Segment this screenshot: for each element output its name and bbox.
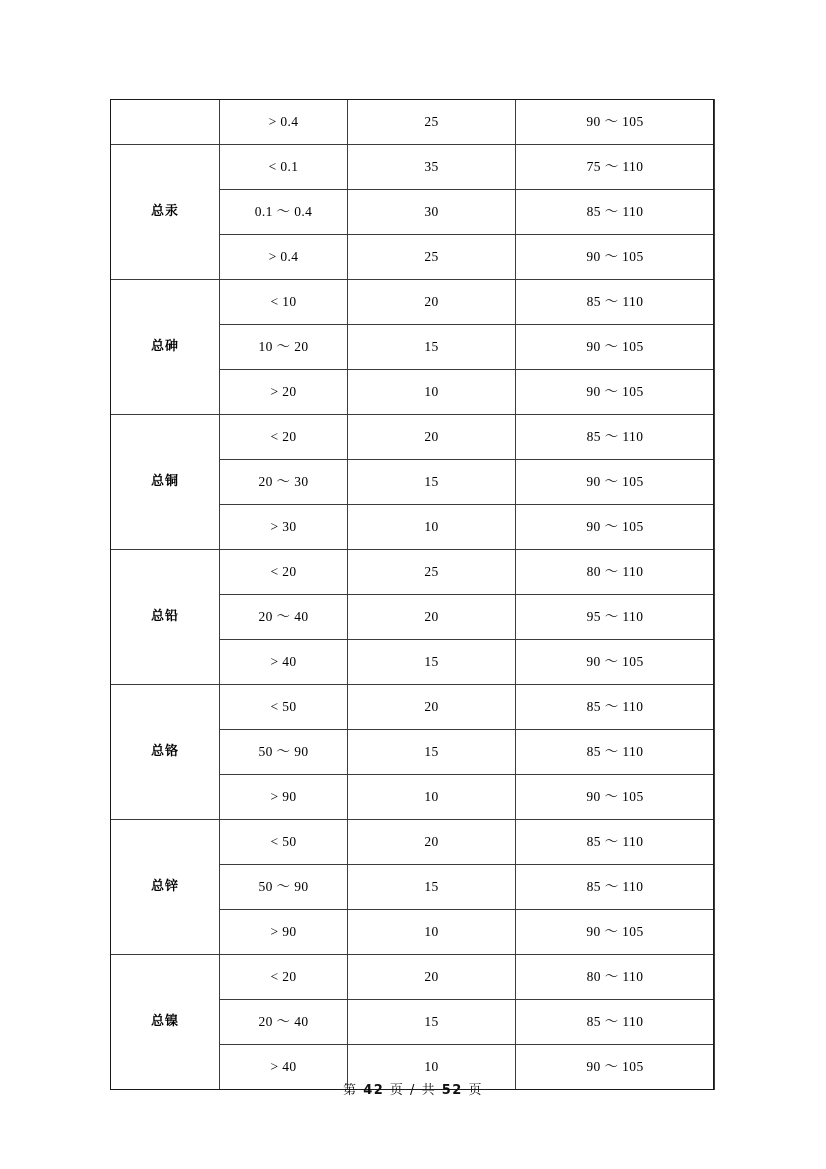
- concentration-range-cell: > 0.4: [220, 235, 348, 280]
- recovery-percent-cell: 85 ～ 110: [516, 820, 715, 865]
- table-body: [111, 100, 715, 1090]
- table-row: [111, 955, 715, 1000]
- rsd-percent-cell: 15: [348, 640, 516, 685]
- recovery-percent-cell: 85 ～ 110: [516, 280, 715, 325]
- standards-table: [110, 99, 715, 1090]
- concentration-range-cell: < 20: [220, 955, 348, 1000]
- table-row: [111, 685, 715, 730]
- table-row: [111, 550, 715, 595]
- footer-current-page: 42: [363, 1083, 385, 1098]
- table-row: [111, 415, 715, 460]
- recovery-percent-cell: 90 ～ 105: [516, 235, 715, 280]
- rsd-percent-cell: 35: [348, 145, 516, 190]
- rsd-percent-cell: 20: [348, 955, 516, 1000]
- recovery-percent-cell: 85 ～ 110: [516, 190, 715, 235]
- recovery-percent-cell: 85 ～ 110: [516, 685, 715, 730]
- rsd-percent-cell: 25: [348, 100, 516, 145]
- table-row: [111, 280, 715, 325]
- analyte-name-cell: 总汞: [111, 145, 220, 280]
- rsd-percent-cell: 10: [348, 1045, 516, 1090]
- analyte-name-cell: 总砷: [111, 280, 220, 415]
- analyte-name-cell: 总铬: [111, 685, 220, 820]
- recovery-percent-cell: 95 ～ 110: [516, 595, 715, 640]
- rsd-percent-cell: 20: [348, 685, 516, 730]
- footer-total-pages: 52: [441, 1083, 463, 1098]
- table-row: [111, 145, 715, 190]
- page-footer: [0, 1079, 826, 1098]
- concentration-range-cell: 20 ～ 30: [220, 460, 348, 505]
- concentration-range-cell: 20 ～ 40: [220, 595, 348, 640]
- recovery-percent-cell: 90 ～ 105: [516, 505, 715, 550]
- recovery-percent-cell: 90 ～ 105: [516, 775, 715, 820]
- concentration-range-cell: 0.1 ～ 0.4: [220, 190, 348, 235]
- concentration-range-cell: > 40: [220, 640, 348, 685]
- rsd-percent-cell: 15: [348, 460, 516, 505]
- concentration-range-cell: < 50: [220, 820, 348, 865]
- concentration-range-cell: 20 ～ 40: [220, 1000, 348, 1045]
- rsd-percent-cell: 20: [348, 280, 516, 325]
- rsd-percent-cell: 15: [348, 865, 516, 910]
- rsd-percent-cell: 10: [348, 370, 516, 415]
- rsd-percent-cell: 15: [348, 730, 516, 775]
- rsd-percent-cell: 20: [348, 595, 516, 640]
- analyte-name-cell: 总铜: [111, 415, 220, 550]
- rsd-percent-cell: 10: [348, 505, 516, 550]
- footer-prefix: 第: [343, 1083, 358, 1098]
- rsd-percent-cell: 10: [348, 910, 516, 955]
- analyte-name-cell: 总铅: [111, 550, 220, 685]
- concentration-range-cell: < 20: [220, 550, 348, 595]
- rsd-percent-cell: 30: [348, 190, 516, 235]
- recovery-percent-cell: 90 ～ 105: [516, 460, 715, 505]
- rsd-percent-cell: 25: [348, 550, 516, 595]
- concentration-range-cell: < 20: [220, 415, 348, 460]
- concentration-range-cell: > 0.4: [220, 100, 348, 145]
- recovery-percent-cell: 90 ～ 105: [516, 370, 715, 415]
- concentration-range-cell: < 10: [220, 280, 348, 325]
- footer-suffix: 页: [468, 1083, 483, 1098]
- rsd-percent-cell: 10: [348, 775, 516, 820]
- rsd-percent-cell: 25: [348, 235, 516, 280]
- concentration-range-cell: > 20: [220, 370, 348, 415]
- rsd-percent-cell: 15: [348, 325, 516, 370]
- rsd-percent-cell: 20: [348, 820, 516, 865]
- table-row: [111, 820, 715, 865]
- recovery-percent-cell: 90 ～ 105: [516, 640, 715, 685]
- concentration-range-cell: 50 ～ 90: [220, 730, 348, 775]
- concentration-range-cell: < 0.1: [220, 145, 348, 190]
- concentration-range-cell: 50 ～ 90: [220, 865, 348, 910]
- recovery-percent-cell: 80 ～ 110: [516, 550, 715, 595]
- recovery-percent-cell: 90 ～ 105: [516, 910, 715, 955]
- recovery-percent-cell: 90 ～ 105: [516, 100, 715, 145]
- recovery-percent-cell: 90 ～ 105: [516, 325, 715, 370]
- concentration-range-cell: > 40: [220, 1045, 348, 1090]
- recovery-percent-cell: 80 ～ 110: [516, 955, 715, 1000]
- rsd-percent-cell: 20: [348, 415, 516, 460]
- analyte-name-cell-continued: [111, 100, 220, 145]
- analyte-name-cell: 总锌: [111, 820, 220, 955]
- concentration-range-cell: < 50: [220, 685, 348, 730]
- concentration-range-cell: > 90: [220, 910, 348, 955]
- recovery-percent-cell: 75 ～ 110: [516, 145, 715, 190]
- table-row: [111, 100, 715, 145]
- analyte-name-cell: 总镍: [111, 955, 220, 1090]
- concentration-range-cell: 10 ～ 20: [220, 325, 348, 370]
- recovery-percent-cell: 85 ～ 110: [516, 1000, 715, 1045]
- recovery-percent-cell: 85 ～ 110: [516, 865, 715, 910]
- recovery-percent-cell: 85 ～ 110: [516, 415, 715, 460]
- rsd-percent-cell: 15: [348, 1000, 516, 1045]
- standards-table-container: [110, 99, 714, 1090]
- concentration-range-cell: > 30: [220, 505, 348, 550]
- concentration-range-cell: > 90: [220, 775, 348, 820]
- recovery-percent-cell: 90 ～ 105: [516, 1045, 715, 1090]
- recovery-percent-cell: 85 ～ 110: [516, 730, 715, 775]
- footer-middle: 页 / 共: [389, 1083, 437, 1098]
